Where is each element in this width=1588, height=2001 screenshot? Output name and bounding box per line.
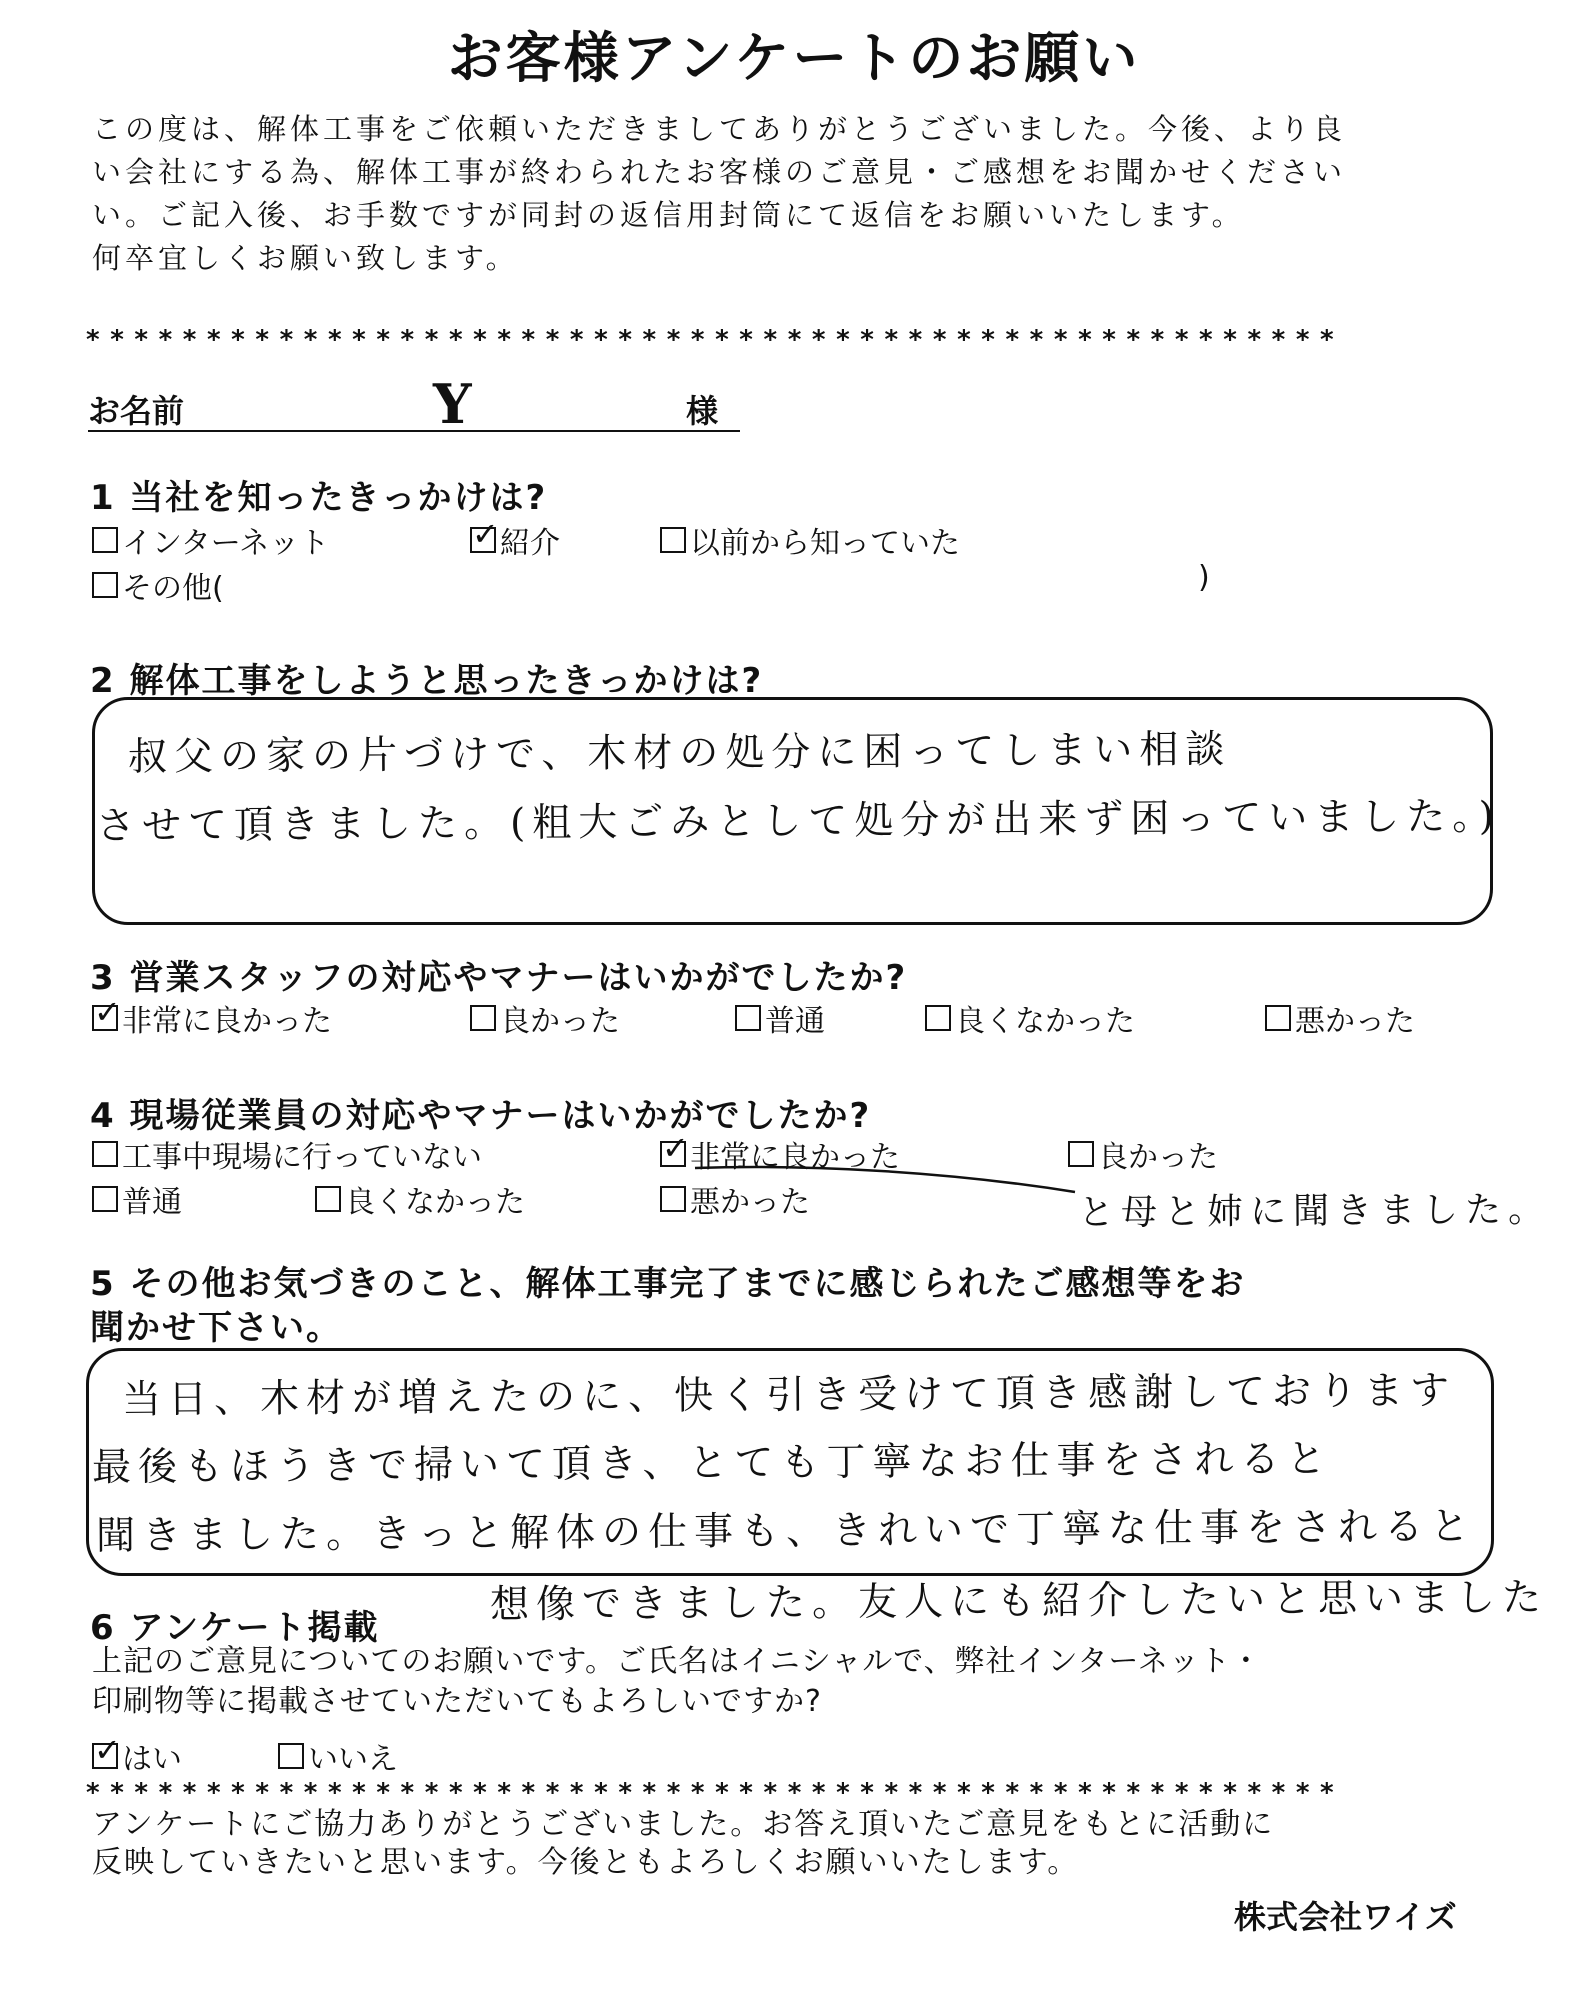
q6-option-yes[interactable]	[92, 1734, 182, 1778]
checkbox-icon[interactable]	[1265, 1005, 1291, 1031]
checkbox-icon[interactable]	[92, 1186, 118, 1212]
intro-line: い。ご記入後、お手数ですが同封の返信用封筒にて返信をお願いいたします。	[92, 198, 1245, 232]
checked-box-icon[interactable]	[92, 1005, 118, 1031]
name-suffix-underline	[663, 430, 740, 432]
q3-option-not-good[interactable]	[925, 996, 1135, 1040]
option-label: 普通	[122, 1185, 182, 1220]
intro-line: い会社にする為、解体工事が終わられたお客様のご意見・ご感想をお聞かせください	[92, 155, 1347, 189]
q2-answer-line: させて頂きました。(粗大ごみとして処分が出来ず困っていました。)	[95, 794, 1502, 849]
checkbox-icon[interactable]	[735, 1005, 761, 1031]
q3-heading: 3 営業スタッフの対応やマナーはいかがでしたか?	[90, 958, 908, 998]
checkbox-icon[interactable]	[660, 527, 686, 553]
q3-option-good[interactable]	[470, 996, 620, 1040]
option-label: 紹介	[500, 526, 560, 561]
q3-option-excellent[interactable]	[92, 996, 332, 1040]
q4-option-not-visited[interactable]	[92, 1132, 482, 1176]
checked-box-icon[interactable]	[660, 1141, 686, 1167]
q4-handwritten-note: と母と姉に聞きました。	[1077, 1189, 1552, 1234]
option-label: 工事中現場に行っていない	[122, 1140, 482, 1175]
intro-text	[92, 108, 1512, 280]
q6-option-no[interactable]	[278, 1734, 398, 1778]
option-label: その他(	[122, 571, 224, 606]
q4-option-good[interactable]	[1068, 1132, 1218, 1176]
q2-heading: 2 解体工事をしようと思ったきっかけは?	[90, 661, 764, 701]
footer-text	[92, 1806, 1274, 1882]
option-label: 非常に良かった	[122, 1004, 332, 1039]
q1-heading: 1 当社を知ったきっかけは?	[90, 478, 548, 518]
option-label: 非常に良かった	[690, 1140, 900, 1175]
name-row	[88, 372, 738, 438]
footer-line: 反映していきたいと思います。今後ともよろしくお願いいたします。	[92, 1845, 1080, 1880]
checkbox-icon[interactable]	[925, 1005, 951, 1031]
checkbox-icon[interactable]	[660, 1186, 686, 1212]
footer-line: アンケートにご協力ありがとうございました。お答え頂いたご意見をもとに活動に	[92, 1807, 1275, 1842]
handwritten-arrow	[690, 1158, 1080, 1218]
option-label: 良かった	[500, 1004, 620, 1039]
option-label: 以前から知っていた	[690, 526, 960, 561]
option-label: 良かった	[1098, 1140, 1218, 1175]
survey-title: お客様アンケートのお願い	[447, 26, 1141, 90]
intro-line: この度は、解体工事をご依頼いただきましてありがとうございました。今後、より良	[92, 112, 1347, 146]
q4-option-average[interactable]	[92, 1177, 182, 1221]
q6-heading: 6 アンケート掲載	[90, 1608, 380, 1648]
q1-option-referral[interactable]	[470, 518, 560, 562]
q3-option-average[interactable]	[735, 996, 825, 1040]
option-label: 悪かった	[1295, 1004, 1415, 1039]
q1-option-known[interactable]	[660, 518, 960, 562]
option-label: 良くなかった	[345, 1185, 525, 1220]
name-value[interactable]: Y	[433, 372, 472, 436]
option-label: はい	[122, 1742, 182, 1777]
company-name: 株式会社ワイズ	[1234, 1898, 1457, 1936]
q3-option-bad[interactable]	[1265, 996, 1415, 1040]
q4-option-not-good[interactable]	[315, 1177, 525, 1221]
q5-answer-line: 当日、木材が増えたのに、快く引き受けて頂き感謝しております	[121, 1368, 1457, 1423]
checkbox-icon[interactable]	[278, 1743, 304, 1769]
separator-top: ****************************************************	[86, 325, 1345, 355]
name-label: お名前	[88, 392, 185, 430]
q5-heading-line: 聞かせ下さい。	[90, 1308, 342, 1348]
q5-answer-line: 聞きました。きっと解体の仕事も、きれいで丁寧な仕事をされると	[95, 1504, 1477, 1559]
separator-bottom: ****************************************************	[86, 1778, 1345, 1808]
q1-other-close: )	[1198, 560, 1210, 595]
option-label: 普通	[765, 1004, 825, 1039]
q6-body	[92, 1642, 1262, 1722]
q1-option-other[interactable]	[92, 563, 224, 607]
q1-option-internet[interactable]	[92, 518, 329, 562]
q6-body-line: 上記のご意見についてのお願いです。ご氏名はイニシャルで、弊社インターネット・	[92, 1644, 1262, 1679]
checkbox-icon[interactable]	[315, 1186, 341, 1212]
q5-answer-line: 最後もほうきで掃いて頂き、とても丁寧なお仕事をされると	[91, 1436, 1333, 1491]
option-label: いいえ	[308, 1742, 398, 1777]
q5-answer-line: 想像できました。友人にも紹介したいと思いました	[489, 1575, 1549, 1628]
name-suffix: 様	[686, 392, 719, 430]
q4-heading: 4 現場従業員の対応やマナーはいかがでしたか?	[90, 1096, 872, 1136]
checkbox-icon[interactable]	[92, 572, 118, 598]
option-label: 良くなかった	[955, 1004, 1135, 1039]
checked-box-icon[interactable]	[92, 1743, 118, 1769]
q2-answer-line: 叔父の家の片づけで、木材の処分に困ってしまい相談	[127, 727, 1232, 780]
q6-body-line: 印刷物等に掲載させていただいてもよろしいですか?	[92, 1684, 822, 1719]
option-label: 悪かった	[690, 1185, 810, 1220]
q5-heading-line: 5 その他お気づきのこと、解体工事完了までに感じられたご感想等をお	[90, 1264, 1246, 1304]
checkbox-icon[interactable]	[92, 1141, 118, 1167]
name-underline	[88, 430, 668, 432]
intro-line: 何卒宜しくお願い致します。	[92, 241, 519, 275]
checkbox-icon[interactable]	[470, 1005, 496, 1031]
option-label: インターネット	[122, 526, 330, 561]
checkbox-icon[interactable]	[92, 527, 118, 553]
checked-box-icon[interactable]	[470, 527, 496, 553]
